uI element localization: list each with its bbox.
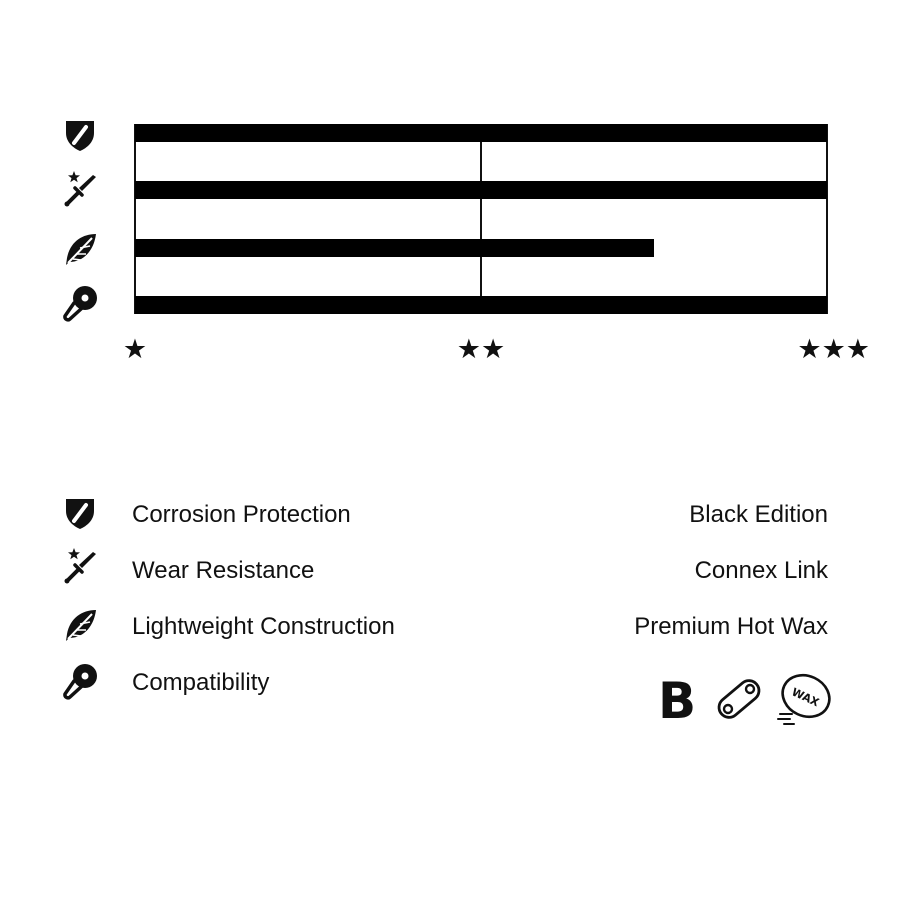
feather-icon	[62, 232, 98, 268]
bar-3	[135, 239, 654, 257]
chain-gear-icon	[62, 285, 98, 321]
tick-label-2: ★★	[456, 334, 506, 365]
feature-connex-link: Connex Link	[694, 557, 828, 584]
chart-grid	[135, 124, 827, 314]
feather-icon	[62, 608, 98, 644]
black-edition-letter: B	[657, 672, 697, 730]
legend-label-compatibility: Compatibility	[132, 669, 270, 696]
bar-1	[135, 124, 827, 142]
black-edition-badge	[657, 672, 697, 730]
bar-2	[135, 181, 827, 199]
legend-label-wear: Wear Resistance	[132, 557, 315, 584]
rating-chart	[0, 0, 900, 400]
sword-star-icon	[62, 171, 98, 207]
legend-label-corrosion: Corrosion Protection	[132, 501, 351, 528]
feature-black-edition: Black Edition	[689, 501, 828, 528]
feature-premium-hot-wax: Premium Hot Wax	[634, 613, 828, 640]
wax-icon	[776, 670, 832, 726]
legend-label-lightweight: Lightweight Construction	[132, 613, 395, 640]
tick-label-1: ★	[122, 334, 148, 365]
shield-icon	[62, 495, 98, 531]
chart-tick-labels	[123, 334, 870, 365]
wax-text: WAX	[789, 685, 822, 710]
bar-4	[135, 296, 827, 314]
shield-icon	[62, 117, 98, 153]
chain-link-icon	[712, 672, 766, 726]
tick-label-3: ★★★	[797, 334, 870, 365]
sword-star-icon	[62, 548, 98, 584]
chain-gear-icon	[62, 663, 98, 699]
